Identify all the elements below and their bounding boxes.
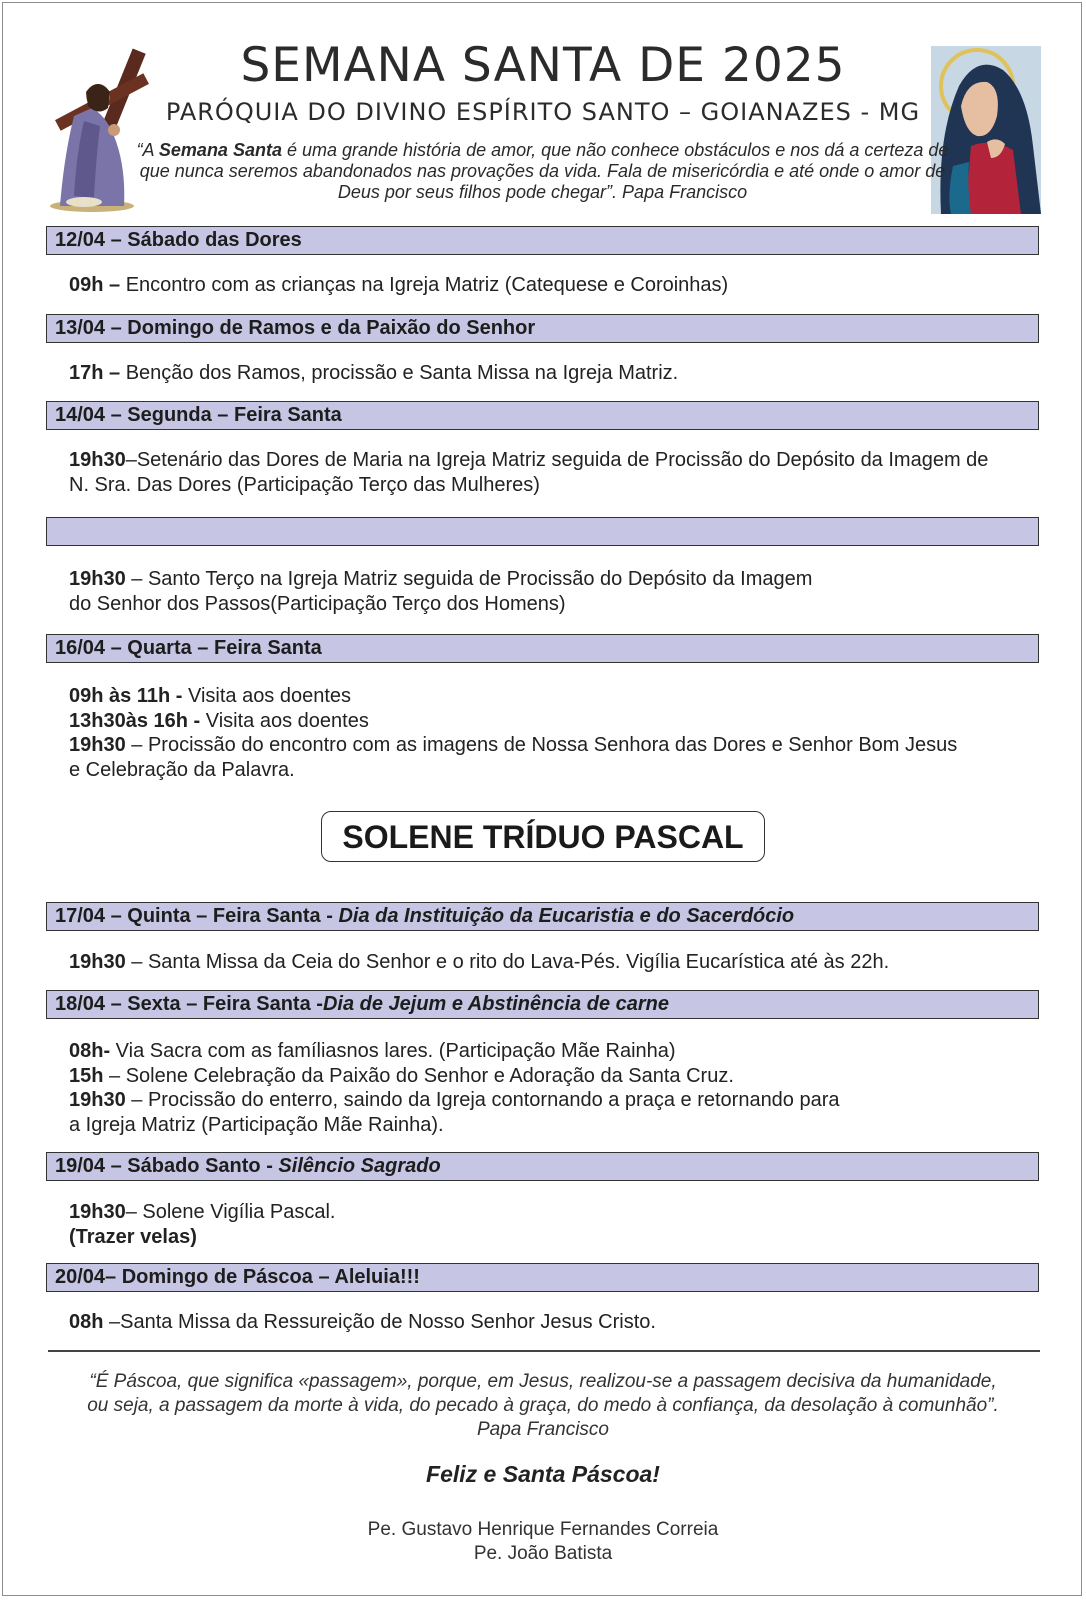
closing-quote-line: ou seja, a passagem da morte à vida, do pecado à graça, do medo à confiança, da desolação à comunhão”. [87,1395,999,1416]
schedule-time: 13h30às 16h - [69,709,201,732]
day-title-italic: Dia da Instituição da Eucaristia e do Sacerdócio [338,905,795,927]
schedule-text: – Solene Vigília Pascal. [125,1201,336,1223]
schedule-time: 19h30 [69,734,126,756]
day-schedule-13-04 [69,361,678,386]
schedule-line [69,950,889,975]
schedule-line [69,567,812,592]
day-title: 17/04 – Quinta – Feira Santa - [55,905,339,927]
schedule-text: N. Sra. Das Dores (Participação Terço das Mulheres) [69,473,540,496]
quote-rest: é uma grande história de amor, que não conhece obstáculos e nos dá a certeza de que nunca seremos abandonados nas provações da vida. Fala de misericórdia e até onde o amor de Deus por seus filhos pode chegar”. Papa Francisco [139,140,949,202]
closing-quote [40,1370,1046,1442]
schedule-time: 15h [69,1064,104,1087]
schedule-text: – Santo Terço na Igreja Matriz seguida de Procissão do Depósito da Imagem [125,568,813,590]
schedule-time: 08h- [69,1040,111,1062]
signature-name: Pe. João Batista [473,1543,613,1564]
schedule-line [69,1200,335,1225]
schedule-time: 19h30 [69,951,126,973]
schedule-line [69,1088,840,1113]
schedule-line [69,361,678,386]
schedule-line [69,1310,656,1335]
day-schedule-17-04 [69,950,889,975]
schedule-text: e Celebração da Palavra. [69,758,295,781]
day-header-18-04 [46,990,1039,1019]
schedule-line [69,758,957,783]
day-title: 12/04 – Sábado das Dores [55,229,302,251]
schedule-time: 17h – [69,362,121,384]
schedule-time: 19h30 [69,449,126,471]
schedule-line [69,1039,840,1064]
schedule-line [69,273,728,298]
schedule-time: 19h30 [69,1089,126,1111]
schedule-time: 08h [69,1311,104,1333]
schedule-text: Visita aos doentes [182,685,352,707]
schedule-text: a Igreja Matriz (Participação Mãe Rainha). [69,1113,444,1136]
day-title: 14/04 – Segunda – Feira Santa [55,404,342,426]
day-schedule-12-04 [69,273,728,298]
schedule-text: –Setenário das Dores de Maria na Igreja Matriz seguida de Procissão do Depósito da Imagem de [125,449,989,471]
day-title: 18/04 – Sexta – Feira Santa - [55,993,323,1015]
day-schedule-18-04 [69,1039,840,1137]
schedule-line [69,1113,840,1138]
opening-quote [120,140,965,203]
schedule-time: 19h30 [69,568,126,590]
day-schedule-14-04 [69,448,988,497]
day-header-blank [46,517,1039,546]
day-header-16-04 [46,634,1039,663]
quote-bold: Semana Santa [158,140,282,160]
day-title: 13/04 – Domingo de Ramos e da Paixão do Senhor [55,317,536,339]
schedule-text: – Procissão do enterro, saindo da Igreja contornando a praça e retornando para [125,1089,840,1111]
day-title-italic: Dia de Jejum e Abstinência de carne [322,993,669,1015]
schedule-text: Encontro com as crianças na Igreja Matriz (Catequese e Coroinhas) [120,274,729,296]
schedule-line [69,1225,335,1250]
triduo-pascal-heading: SOLENE TRÍDUO PASCAL [321,811,765,862]
schedule-line [69,592,812,617]
schedule-line [69,733,957,758]
schedule-line [69,684,957,709]
schedule-line [69,448,988,473]
day-header-20-04 [46,1263,1039,1292]
day-header-14-04 [46,401,1039,430]
schedule-text: – Solene Celebração da Paixão do Senhor e Adoração da Santa Cruz. [103,1064,734,1087]
schedule-line [69,473,988,498]
closing-quote-line: “É Páscoa, que significa «passagem», porque, em Jesus, realizou-se a passagem decisiva da humanidade, [89,1371,997,1392]
schedule-text: – Procissão do encontro com as imagens de Nossa Senhora das Dores e Senhor Bom Jesus [125,734,958,756]
schedule-text: Visita aos doentes [200,709,369,732]
day-header-12-04 [46,226,1039,255]
day-header-13-04 [46,314,1039,343]
day-title: 16/04 – Quarta – Feira Santa [55,637,322,659]
schedule-line [69,1064,840,1089]
parish-subtitle: PARÓQUIA DO DIVINO ESPÍRITO SANTO – GOIANAZES - MG [165,98,921,126]
day-schedule-20-04 [69,1310,656,1335]
schedule-time: 09h – [69,274,121,296]
page-title: SEMANA SANTA DE 2025 [240,38,846,93]
signature-name: Pe. Gustavo Henrique Fernandes Correia [367,1519,719,1540]
day-schedule-16-04 [69,684,957,782]
day-title: 20/04– Domingo de Páscoa – Aleluia!!! [55,1266,420,1288]
schedule-text: do Senhor dos Passos(Participação Terço dos Homens) [69,592,566,615]
schedule-text: Via Sacra com as famíliasnos lares. (Participação Mãe Rainha) [110,1040,676,1062]
day-schedule-15-04 [69,567,812,616]
divider [48,1350,1040,1352]
schedule-time: (Trazer velas) [69,1225,197,1248]
signatures [0,1518,1086,1566]
day-schedule-19-04 [69,1200,335,1249]
easter-greeting: Feliz e Santa Páscoa! [426,1461,660,1487]
quote-open: “A [136,140,159,160]
schedule-line [69,709,957,734]
day-header-19-04 [46,1152,1039,1181]
day-header-17-04 [46,902,1039,931]
schedule-text: – Santa Missa da Ceia do Senhor e o rito do Lava-Pés. Vigília Eucarística até às 22h. [125,951,890,973]
schedule-time: 19h30 [69,1201,126,1223]
schedule-text: Benção dos Ramos, procissão e Santa Missa na Igreja Matriz. [120,362,679,384]
day-title: 19/04 – Sábado Santo - [55,1155,279,1177]
closing-quote-author: Papa Francisco [476,1419,609,1440]
day-title-italic: Silêncio Sagrado [278,1155,441,1177]
schedule-text: –Santa Missa da Ressureição de Nosso Senhor Jesus Cristo. [103,1311,656,1333]
schedule-time: 09h às 11h - [69,685,183,707]
